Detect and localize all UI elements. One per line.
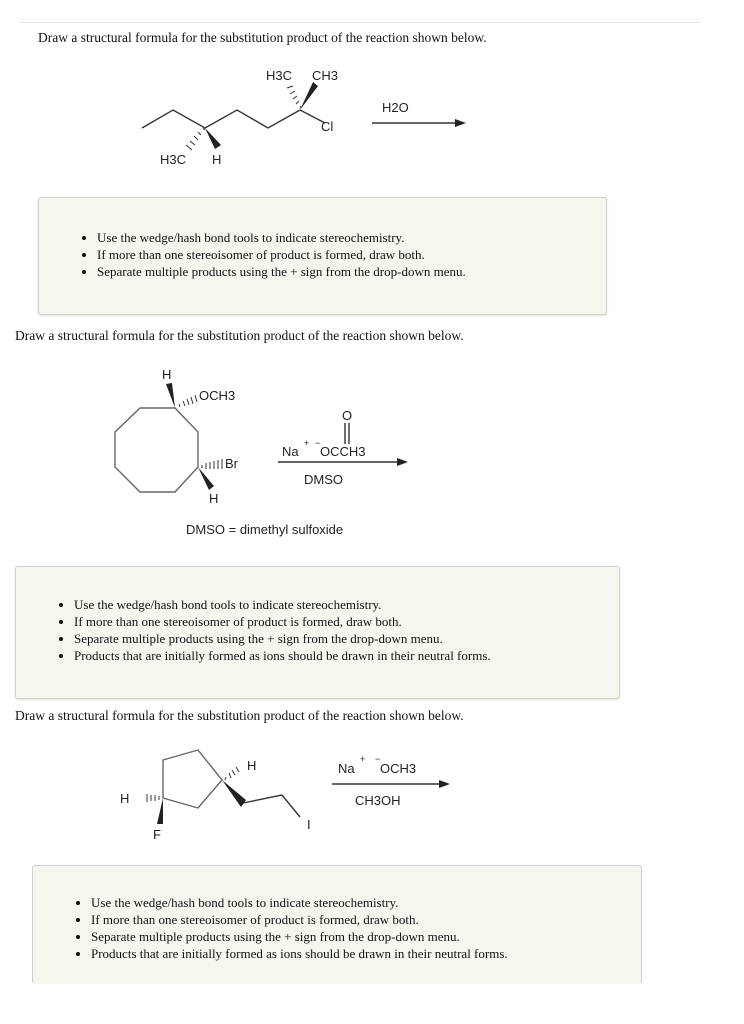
- instruction-item: • Products that are initially formed as ions should be drawn in their neutral forms.: [91, 945, 641, 962]
- question-3-prompt: Draw a structural formula for the substitution product of the reaction shown below.: [15, 708, 464, 723]
- minus-charge: −: [315, 438, 321, 448]
- dmso-note: DMSO = dimethyl sulfoxide: [186, 522, 344, 537]
- label-h: H: [212, 152, 222, 167]
- label-ch3: CH3: [312, 68, 339, 83]
- reaction-3-structure: [120, 750, 450, 842]
- cyclooctane-ring: [115, 408, 198, 492]
- instruction-item: • If more than one stereoisomer of product is formed, draw both.: [74, 613, 619, 630]
- wedge-bond: [300, 82, 318, 110]
- reagent-label: H2O: [382, 100, 409, 115]
- instruction-item: • Use the wedge/hash bond tools to indicate stereochemistry.: [74, 596, 619, 613]
- wedge-bond: [166, 383, 175, 408]
- hash-bond: [179, 395, 222, 469]
- label-h: H: [120, 791, 130, 806]
- label-h: H: [162, 367, 172, 382]
- instructions-box-2: [15, 566, 620, 699]
- instruction-item: • If more than one stereoisomer of product is formed, draw both.: [97, 246, 606, 263]
- instruction-item: • Use the wedge/hash bond tools to indicate stereochemistry.: [91, 894, 641, 911]
- label-h3c: H3C: [266, 68, 293, 83]
- wedge-bond: [157, 798, 163, 824]
- label-och3: OCH3: [199, 388, 236, 403]
- solvent-label: CH3OH: [355, 793, 401, 808]
- label-och3: OCH3: [380, 761, 417, 776]
- instruction-item: • Separate multiple products using the + sign from the drop-down menu.: [97, 263, 606, 280]
- label-h: H: [209, 491, 219, 506]
- instruction-item: • Products that are initially formed as ions should be drawn in their neutral forms.: [74, 647, 619, 664]
- label-i: I: [307, 817, 311, 832]
- label-occh3: OCCH3: [320, 444, 366, 459]
- wedge-bond: [198, 467, 214, 490]
- label-na: Na: [282, 444, 299, 459]
- instruction-item: • Separate multiple products using the + sign from the drop-down menu.: [74, 630, 619, 647]
- question-1-prompt: Draw a structural formula for the substitution product of the reaction shown below.: [38, 30, 487, 45]
- label-h: H: [247, 758, 257, 773]
- plus-charge: +: [304, 438, 310, 448]
- plus-charge: +: [360, 754, 366, 764]
- wedge-bond: [222, 780, 246, 807]
- instructions-box-1: [38, 197, 607, 315]
- label-o: O: [342, 408, 353, 423]
- wedge-bond: [205, 128, 221, 149]
- minus-charge: −: [375, 754, 381, 764]
- question-2-prompt: Draw a structural formula for the substitution product of the reaction shown below.: [15, 328, 464, 343]
- label-h3c: H3C: [160, 152, 187, 167]
- solvent-label: DMSO: [304, 472, 343, 487]
- cyclopentane-ring: [163, 750, 222, 808]
- instruction-item: • If more than one stereoisomer of product is formed, draw both.: [91, 911, 641, 928]
- instructions-box-3: [32, 865, 642, 984]
- hash-bond: [186, 86, 301, 150]
- reaction-1-structure: [142, 68, 466, 167]
- label-br: Br: [225, 456, 238, 471]
- reaction-2-structure: [115, 367, 408, 537]
- label-cl: Cl: [321, 119, 334, 134]
- instruction-item: • Use the wedge/hash bond tools to indicate stereochemistry.: [97, 229, 606, 246]
- label-f: F: [153, 827, 161, 842]
- instruction-item: • Separate multiple products using the + sign from the drop-down menu.: [91, 928, 641, 945]
- label-na: Na: [338, 761, 355, 776]
